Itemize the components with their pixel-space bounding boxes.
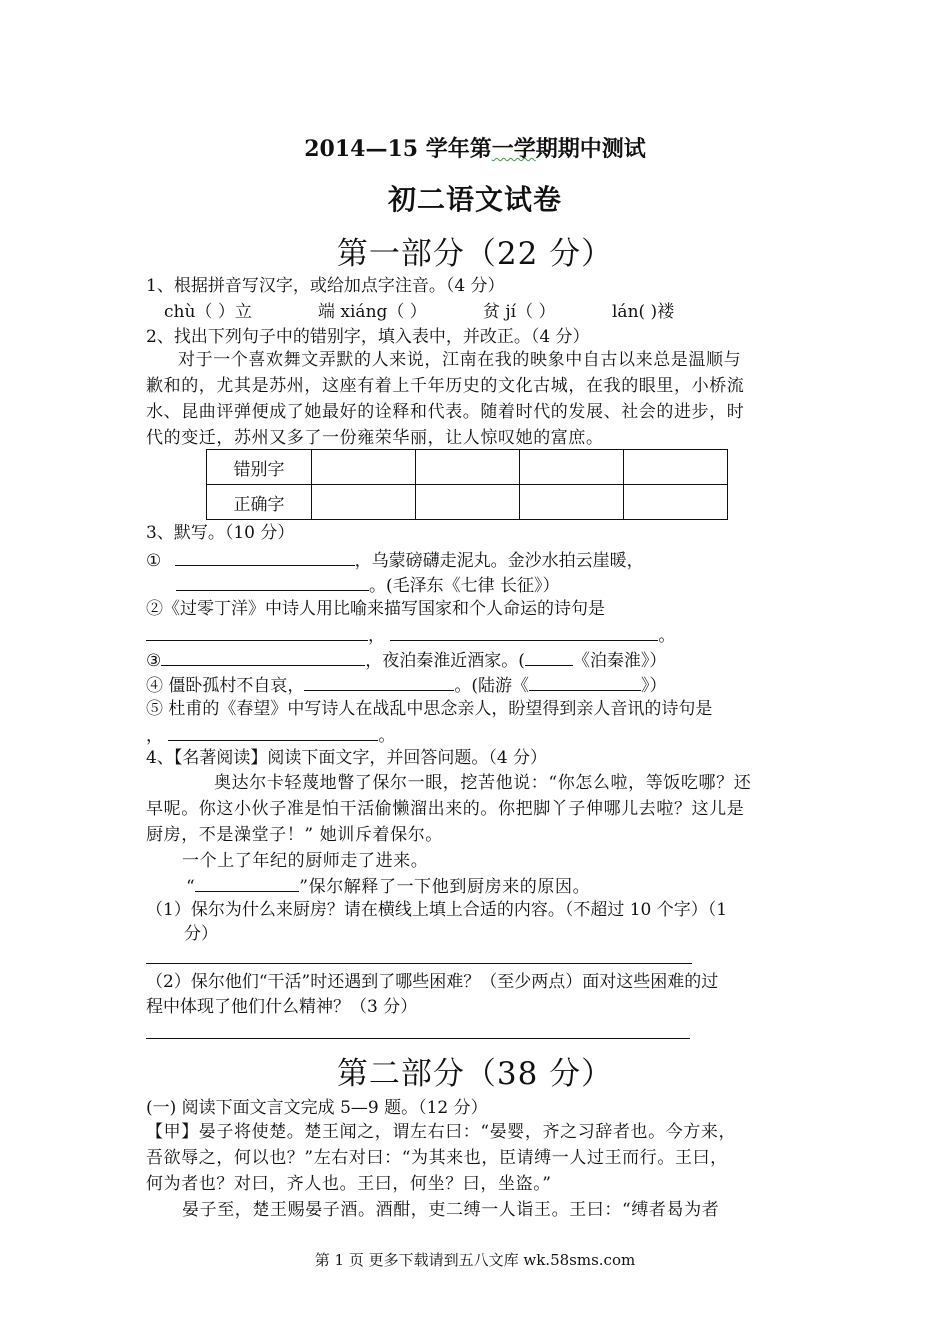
q3-text: ， <box>368 626 385 646</box>
q1-item: 端 xiáng（ ） <box>318 302 427 322</box>
answer-line[interactable] <box>146 963 692 964</box>
q3-line-4 <box>146 622 675 648</box>
answer-cell[interactable] <box>520 450 624 485</box>
exam-subtitle: 初二语文试卷 <box>387 183 562 216</box>
q1-prompt: 1、根据拼音写汉字，或给加点字注音。（4 分） <box>146 276 505 296</box>
table-label-wrong: 错别字 <box>207 450 312 485</box>
answer-cell[interactable] <box>312 485 416 520</box>
q3-line-2 <box>176 572 560 598</box>
q3-text: ，乌蒙磅礴走泥丸。金沙水拍云崖暖， <box>354 551 644 571</box>
q3-text: ④ 僵卧孤村不自哀， <box>146 676 305 696</box>
fill-blank[interactable] <box>161 647 365 666</box>
q3-line-1 <box>146 547 644 573</box>
q3-text: 》） <box>641 676 667 696</box>
section1-prompt: (一) 阅读下面文言文完成 5—9 题。（12 分） <box>146 1098 488 1118</box>
fill-blank[interactable] <box>146 622 368 641</box>
table-label-correct: 正确字 <box>207 485 312 520</box>
q2-passage-line: 对于一个喜欢舞文弄默的人来说，江南在我的映象中自古以来总是温顺与 <box>178 350 742 370</box>
q3-text: ，夜泊秦淮近酒家。( <box>365 651 525 671</box>
fill-blank[interactable] <box>176 572 369 591</box>
answer-cell[interactable] <box>520 485 624 520</box>
table-row <box>207 485 728 520</box>
q3-line-3: ②《过零丁洋》中诗人用比喻来描写国家和个人命运的诗句是 <box>146 599 605 619</box>
q1-item: lán( )褛 <box>612 302 675 322</box>
error-correction-table <box>206 449 728 520</box>
q4-sub2: （2）保尔他们“干活”时还遇到了哪些困难？（至少两点）面对这些困难的过 <box>146 972 719 992</box>
q3-line-5 <box>146 647 666 673</box>
q4-sub1-cont: 分） <box>184 924 218 944</box>
q3-text: 《泊秦淮》） <box>572 651 667 671</box>
q3-text: ， <box>146 726 163 746</box>
answer-cell[interactable] <box>624 450 728 485</box>
q3-text: 。(陆游《 <box>454 676 530 696</box>
q3-text: 。 <box>378 726 396 746</box>
table-row <box>207 450 728 485</box>
q3-line-6 <box>146 672 667 698</box>
answer-cell[interactable] <box>312 450 416 485</box>
q3-text: ① <box>146 551 162 571</box>
q3-text: 。 <box>658 626 676 646</box>
q4-sub2-cont: 程中体现了他们什么精神？（3 分） <box>146 997 418 1017</box>
exam-title-wavy-part: 一学 <box>491 136 536 162</box>
fill-blank[interactable] <box>390 622 658 641</box>
q4-text: ”保尔解释了一下他到厨房来的原因。 <box>299 877 591 897</box>
q3-line-7: ⑤ 杜甫的《春望》中写诗人在战乱中思念亲人，盼望得到亲人音讯的诗句是 <box>146 699 713 719</box>
fill-blank[interactable] <box>525 647 573 666</box>
q2-passage-line: 歉和的，尤其是苏州，这座有着上千年历史的文化古城，在我的眼里，小桥流 <box>146 376 745 396</box>
q3-text: ③ <box>146 651 162 671</box>
fill-blank[interactable] <box>195 873 299 892</box>
q4-passage-line: 早呢。你这小伙子准是怕干活偷懒溜出来的。你把脚丫子伸哪儿去啦？这儿是 <box>146 799 745 819</box>
q3-line-8 <box>146 722 395 748</box>
q3-prompt: 3、默写。（10 分） <box>146 523 295 543</box>
exam-title-part: 2014—15 学年第 <box>304 136 492 162</box>
answer-cell[interactable] <box>416 450 520 485</box>
q4-text: “ <box>186 877 196 897</box>
jia-passage-line: 【甲】晏子将使楚。楚王闻之，谓左右曰：“晏婴，齐之习辞者也。今方来， <box>146 1122 737 1142</box>
q3-text: 。(毛泽东《七律 长征》） <box>369 576 560 596</box>
q4-sub1: （1）保尔为什么来厨房？请在横线上填上合适的内容。（不超过 10 个字）（1 <box>146 900 728 920</box>
q2-passage-line: 代的变迁，苏州又多了一份雍荣华丽，让人惊叹她的富庶。 <box>146 428 604 448</box>
jia-passage-line: 何为者也？对曰，齐人也。王曰，何坐？曰，坐盗。” <box>146 1174 552 1194</box>
q4-dialogue-line <box>186 873 590 900</box>
answer-cell[interactable] <box>416 485 520 520</box>
part2-heading: 第二部分（38 分） <box>336 1056 614 1092</box>
jia-passage-line: 吾欲辱之，何以也？”左右对曰：“为其来也，臣请缚一人过王而行。王曰， <box>146 1148 728 1168</box>
q2-prompt: 2、找出下列句子中的错别字，填入表中，并改正。（4 分） <box>146 327 590 347</box>
exam-title <box>0 132 950 163</box>
fill-blank[interactable] <box>168 722 378 741</box>
q1-item: 贫 jí（ ） <box>483 302 556 322</box>
answer-cell[interactable] <box>624 485 728 520</box>
exam-title-part: 期期中测试 <box>535 136 646 162</box>
q4-passage-line: 厨房，不是澡堂子！” 她训斥着保尔。 <box>146 825 443 845</box>
q1-item: chù（ ）立 <box>164 302 252 322</box>
fill-blank[interactable] <box>529 672 641 691</box>
fill-blank[interactable] <box>175 547 355 566</box>
q4-prompt: 4、【名著阅读】阅读下面文字，并回答问题。（4 分） <box>146 748 548 768</box>
jia-passage-line: 晏子至，楚王赐晏子酒。酒酣，吏二缚一人诣王。王曰：“缚者曷为者 <box>182 1200 720 1220</box>
part1-heading: 第一部分（22 分） <box>336 236 614 272</box>
q4-passage-line: 一个上了年纪的厨师走了进来。 <box>182 851 429 871</box>
q4-passage-line: 奥达尔卡轻蔑地瞥了保尔一眼，挖苦他说：“你怎么啦，等饭吃哪？还 <box>214 773 752 793</box>
page-footer: 第 1 页 更多下载请到五八文库 wk.58sms.com <box>314 1251 636 1269</box>
fill-blank[interactable] <box>304 672 454 691</box>
answer-line[interactable] <box>146 1038 690 1039</box>
q2-passage-line: 水、昆曲评弹便成了她最好的诠释和代表。随着时代的发展、社会的进步，时 <box>146 402 745 422</box>
